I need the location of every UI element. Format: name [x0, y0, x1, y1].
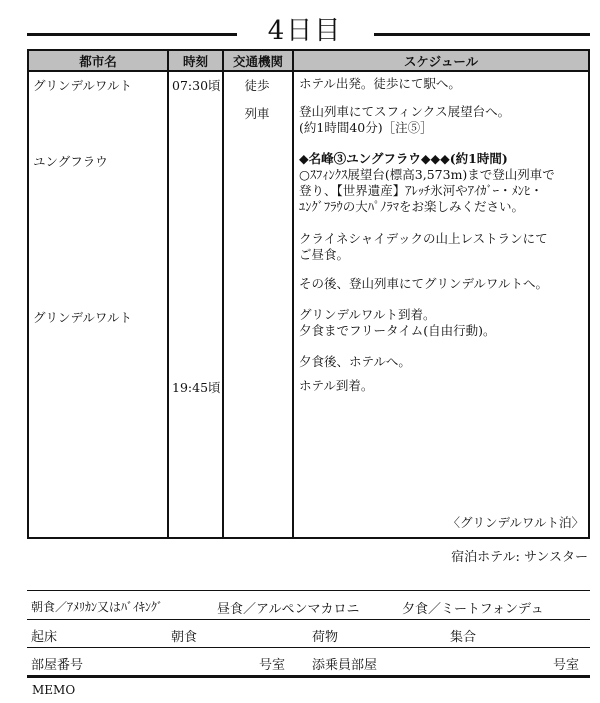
meals-bottom-rule	[27, 619, 590, 620]
meal-lunch: 昼食／アルペンマカロニ	[217, 602, 360, 617]
meal-dinner: 夕食／ミートフォンデュ	[402, 602, 544, 617]
overnight-note: 〈グリンデルワルト泊〉	[447, 515, 584, 530]
guide-room-label: 添乗員部屋	[312, 658, 378, 673]
wake-label: 起床	[31, 630, 58, 645]
transport-walk: 徒歩	[244, 78, 270, 93]
schedule-table	[27, 49, 590, 539]
transport-column	[223, 71, 293, 538]
breakfast-label: 朝食	[171, 630, 198, 645]
schedule-line: ご昼食。	[299, 247, 350, 262]
meeting-label: 集合	[450, 630, 477, 645]
header-schedule: スケジュール	[293, 50, 589, 71]
schedule-column	[293, 71, 589, 538]
room-number-label: 部屋番号	[31, 658, 84, 673]
time-departure: 07:30頃	[172, 78, 221, 93]
hotel-info: 宿泊ホテル: サンスター	[451, 550, 588, 565]
city-jungfrau: ユングフラウ	[33, 154, 108, 169]
schedule-line: ホテル到着。	[299, 378, 374, 393]
transport-train: 列車	[244, 106, 270, 121]
schedule-line: ◆名峰③ユングフラウ◆◆◆(約1時間)	[299, 151, 508, 166]
checklist-bottom-rule	[27, 647, 590, 648]
time-column	[168, 71, 223, 538]
schedule-line: その後、登山列車にてグリンデルワルトへ。	[299, 276, 549, 291]
city-grindelwald-2: グリンデルワルト	[33, 310, 133, 325]
schedule-line: ○ｽﾌｨﾝｸｽ展望台(標高3,573m)まで登山列車で	[299, 167, 555, 182]
guide-room-suffix: 号室	[553, 658, 580, 673]
schedule-line: 登山列車にてスフィンクス展望台へ。	[299, 104, 511, 119]
day-title: 4日目	[267, 16, 343, 46]
schedule-line: 夕食後、ホテルへ。	[299, 354, 411, 369]
schedule-line: グリンデルワルト到着。	[299, 307, 436, 322]
memo-rule	[27, 675, 590, 678]
schedule-line: (約1時間40分)［注⑤］	[299, 120, 433, 135]
schedule-line: 夕食までフリータイム(自由行動)。	[299, 323, 496, 338]
room-suffix: 号室	[259, 658, 286, 673]
header-time: 時刻	[168, 50, 223, 71]
meal-breakfast: 朝食／ｱﾒﾘｶﾝ又はﾊﾞｲｷﾝｸﾞ	[31, 600, 164, 614]
time-arrival: 19:45頃	[172, 380, 221, 395]
schedule-line: ﾕﾝｸﾞﾌﾗｳの大ﾊﾟﾉﾗﾏをお楽しみください。	[299, 199, 525, 214]
header-transport: 交通機関	[223, 50, 293, 71]
header-city: 都市名	[28, 50, 168, 71]
schedule-line: クライネシャイデックの山上レストランにて	[299, 231, 548, 246]
city-column	[28, 71, 168, 538]
luggage-label: 荷物	[312, 630, 339, 645]
title-rule-right	[374, 33, 590, 36]
city-grindelwald-1: グリンデルワルト	[33, 78, 133, 93]
meals-top-rule	[27, 590, 590, 591]
schedule-line: ホテル出発。徒歩にて駅へ。	[299, 76, 461, 91]
title-rule-left	[27, 33, 237, 36]
memo-label: MEMO	[32, 683, 76, 697]
schedule-line: 登り、【世界遺産】ｱﾚｯﾁ氷河やｱｲｶﾞｰ・ﾒﾝﾋ・	[299, 183, 543, 198]
